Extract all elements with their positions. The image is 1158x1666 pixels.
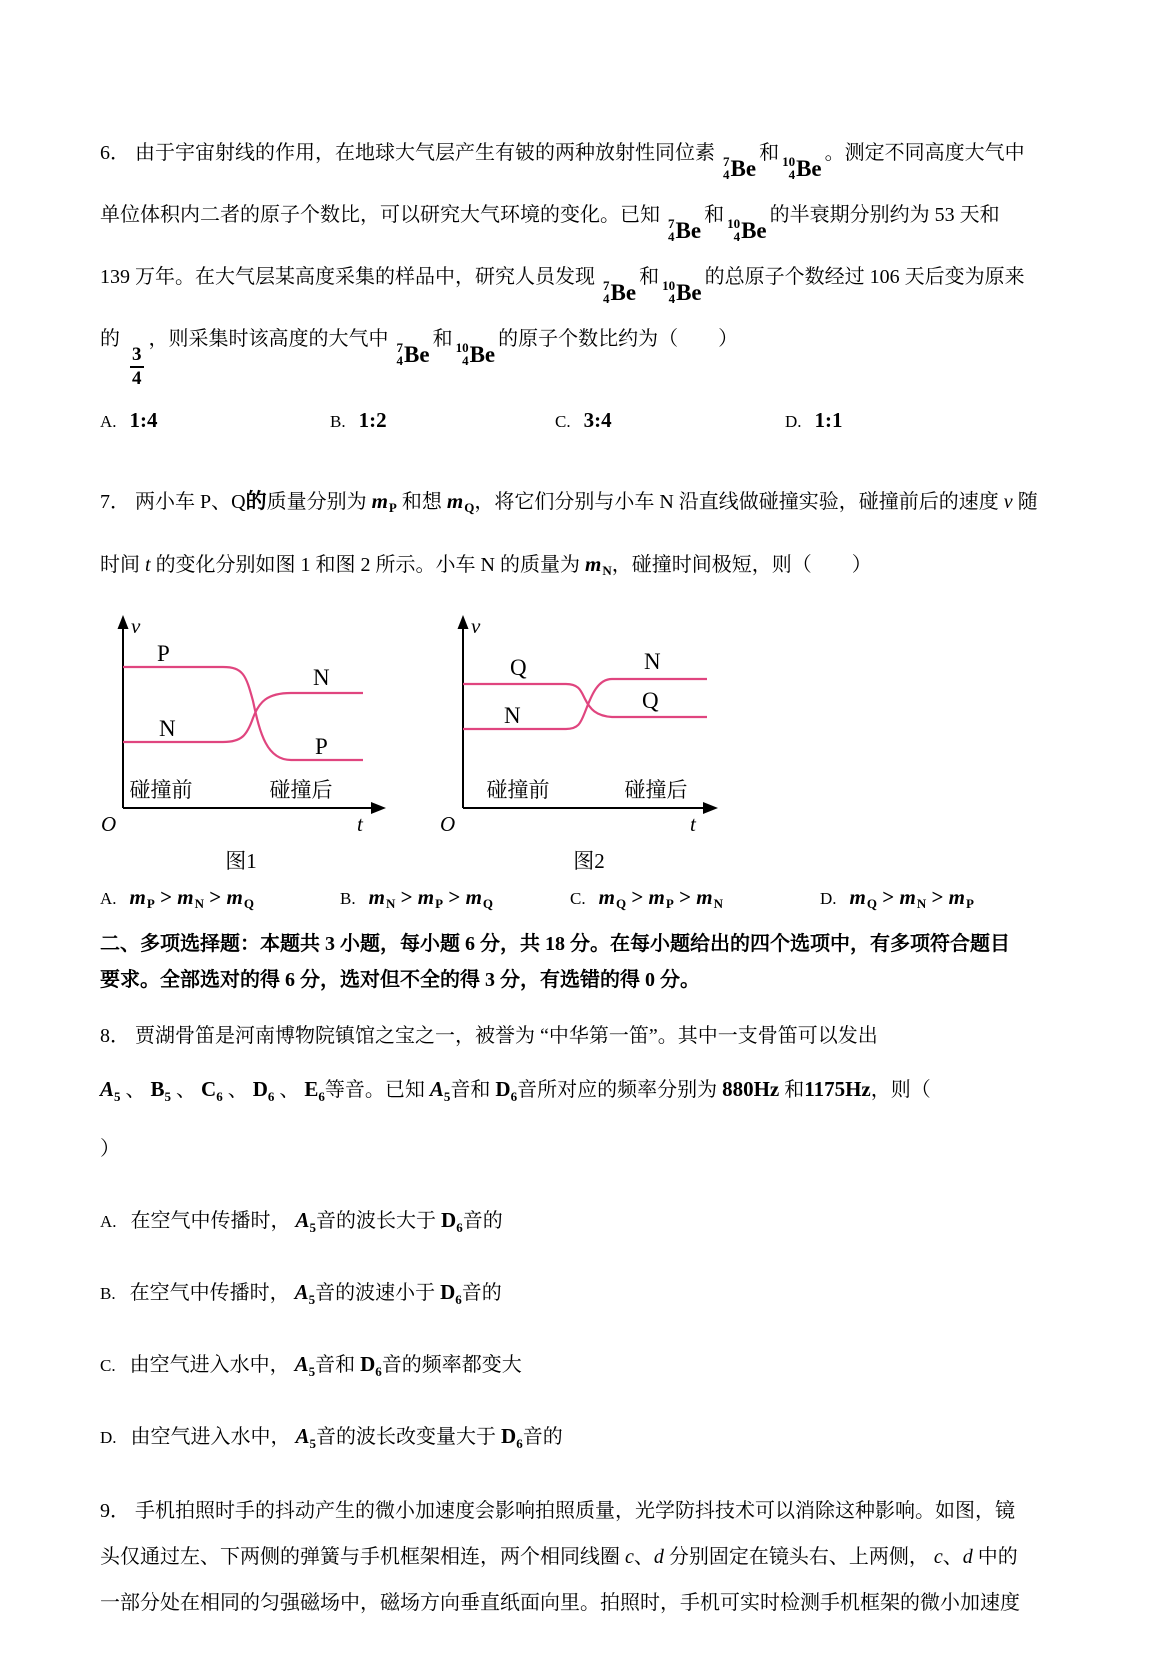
q7-option-a: [100, 885, 340, 912]
fig2-label-N-before: N: [504, 702, 521, 728]
q6-option-c: [555, 408, 785, 433]
q8-option-c-value: 由空气进入水中， $A_5$音和 $D_6$音的频率都变大: [129, 1351, 522, 1379]
q7-option-c-value: $m_Q > m_P > m_N$: [598, 884, 724, 911]
figure-2-caption: 图2: [573, 848, 605, 873]
q8-option-a-label: A.: [100, 1211, 117, 1231]
q6-option-d-value: 1:1: [814, 407, 843, 432]
fig1-v-axis-arrow: [118, 615, 129, 629]
fig2-v-axis-arrow: [458, 615, 469, 629]
q8-option-a: [100, 1200, 1066, 1248]
q7-option-d: [820, 885, 1066, 912]
q7-option-c-label: C.: [570, 888, 586, 908]
question-8-text: 8． 贾湖骨笛是河南博物院镇馆之宝之一，被誉为 “中华第一笛”。其中一支骨笛可以发出 $A_5$ 、 $B_5$ 、 $C_6$ 、 $D_6$ 、 $E_6$等音。已知 $A_5$音和 $D_6$音所对应的频率分别为 880Hz 和1175Hz，则（ ）: [100, 1024, 931, 1160]
fig2-after-collision-label: 碰撞后: [624, 777, 688, 802]
question-7-text: 7． 两小车 P、Q的质量分别为 $m_P$ 和想 $m_Q$，将它们分别与小车 N 沿直线做碰撞实验，碰撞前后的速度 v 随 时间 t 的变化分别如图 1 和图 2 所示。小车 N 的质量为 $m_N$，碰撞时间极短，则（ ）: [100, 488, 1038, 578]
q8-option-d: [100, 1416, 1066, 1464]
question-8-options: [100, 1200, 1066, 1464]
fig2-label-Q-before: Q: [510, 654, 527, 680]
fig1-label-P-before: P: [157, 640, 170, 666]
q6-option-c-value: 3:4: [583, 407, 612, 432]
fig1-v-axis-label: v: [131, 613, 141, 638]
fig2-v-axis-label: v: [471, 613, 481, 638]
q8-option-b-value: 在空气中传播时， $A_5$音的波速小于 $D_6$音的: [129, 1279, 502, 1307]
q7-option-b: [340, 885, 570, 912]
q8-option-c: [100, 1344, 1066, 1392]
q7-option-d-label: D.: [820, 888, 837, 908]
section-2-heading: 二、多项选择题：本题共 3 小题，每小题 6 分，共 18 分。在每小题给出的四个选项中，有多项符合题目 要求。全部选对的得 6 分，选对但不全的得 3 分，有选错的得 0 分。: [100, 932, 1010, 991]
fig1-label-N-before: N: [159, 715, 176, 741]
q6-option-a-label: A.: [100, 411, 117, 431]
q7-option-a-label: A.: [100, 888, 117, 908]
question-6-options: [100, 408, 1066, 433]
q7-option-b-label: B.: [340, 888, 356, 908]
q6-option-c-label: C.: [555, 411, 571, 431]
q6-option-a-value: 1:4: [129, 407, 158, 432]
fig1-t-axis-arrow: [371, 802, 386, 814]
fig2-label-Q-after: Q: [642, 687, 659, 713]
figure-2-vt-graph: [420, 609, 722, 841]
fig2-t-axis-arrow: [703, 802, 718, 814]
fig1-origin-label: O: [101, 811, 117, 836]
fig1-t-axis-label: t: [357, 811, 363, 836]
fig2-curve-N: [463, 679, 707, 729]
q8-option-a-value: 在空气中传播时， $A_5$音的波长大于 $D_6$音的: [130, 1207, 503, 1235]
fig2-t-axis-label: t: [690, 811, 696, 836]
figure-1-caption: 图1: [225, 848, 257, 873]
question-6-text: 6． 由于宇宙射线的作用，在地球大气层产生有铍的两种放射性同位素 7 4 Be 和 10 4 Be 。测定不同高度大气中 单位体积内二者的原子个数比，可以研究大气环境的变化。已知 7 4 Be 和 10 4 Be 的半衰期分别约为 53 天和 139 万年。在大气层某高度采集的样品中，研究人员发现 7 4 Be 和 10 4 Be 的总原子个数经过 106 天后变为原来 的 $\frac{3}{4}$ ，则采集时该高度的大气中 7 4 Be 和 10 4 Be 的原子个数比约为（ ）: [100, 142, 1025, 389]
fig1-after-collision-label: 碰撞后: [269, 777, 333, 802]
fig1-label-N-after: N: [313, 664, 330, 690]
figure-2: [420, 609, 722, 875]
q8-option-c-label: C.: [100, 1355, 116, 1375]
q7-option-c: [570, 885, 820, 912]
q8-option-b: [100, 1272, 1066, 1320]
q7-option-d-value: $m_Q > m_N > m_P$: [849, 884, 974, 911]
fig1-before-collision-label: 碰撞前: [129, 777, 193, 802]
fig1-label-P-after: P: [315, 733, 328, 759]
q8-option-d-value: 由空气进入水中， $A_5$音的波长改变量大于 $D_6$音的: [130, 1423, 563, 1451]
q6-option-a: [100, 408, 330, 433]
q6-option-d-label: D.: [785, 411, 802, 431]
question-7-options: [100, 885, 1066, 912]
question-9-text: 9． 手机拍照时手的抖动产生的微小加速度会影响拍照质量，光学防抖技术可以消除这种影响。如图，镜 头仅通过左、下两侧的弹簧与手机框架相连，两个相同线圈 c、d 分别固定在镜头右、上两侧， c、d 中的 一部分处在相同的匀强磁场中，磁场方向垂直纸面向里。拍照时，手机可实时检测手机框架的微小加速度: [100, 1499, 1020, 1614]
fig2-origin-label: O: [440, 811, 456, 836]
q6-option-b: [330, 408, 555, 433]
q6-option-b-label: B.: [330, 411, 346, 431]
fig2-label-N-after: N: [644, 648, 661, 674]
q8-option-d-label: D.: [100, 1427, 117, 1447]
q7-option-b-value: $m_N > m_P > m_Q$: [368, 884, 494, 911]
q8-option-b-label: B.: [100, 1283, 116, 1303]
q6-option-d: [785, 408, 1066, 433]
figure-row: [95, 609, 1066, 875]
fig2-before-collision-label: 碰撞前: [486, 777, 550, 802]
figure-1: [95, 609, 387, 875]
figure-1-vt-graph: [95, 609, 387, 841]
q7-option-a-value: $m_P > m_N > m_Q$: [129, 884, 254, 911]
q6-option-b-value: 1:2: [358, 407, 387, 432]
